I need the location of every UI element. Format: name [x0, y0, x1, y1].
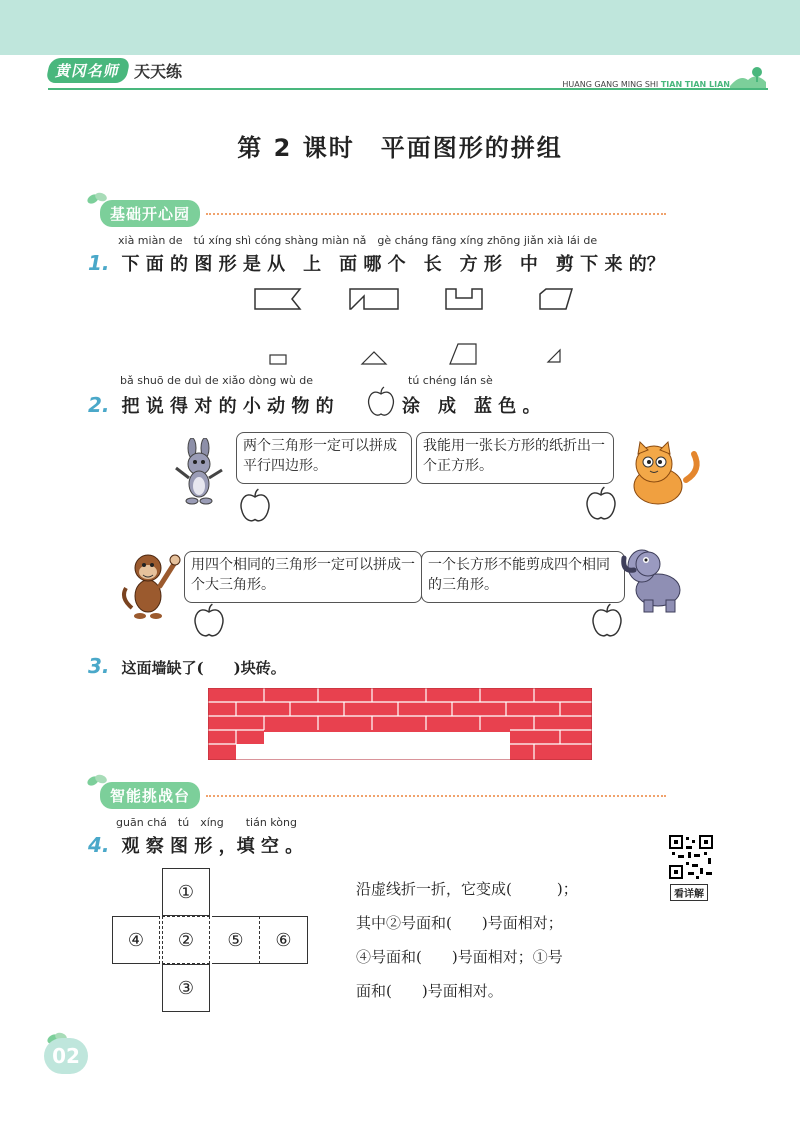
- apple-icon[interactable]: [584, 486, 618, 522]
- net-face-6: ⑥: [260, 916, 308, 964]
- q4-pinyin: guān chá tú xíng tián kòng: [116, 816, 297, 829]
- apple-icon: [366, 386, 396, 418]
- brick-wall: [208, 688, 592, 760]
- net-face-4: ④: [112, 916, 160, 964]
- cut-rect-3: [446, 289, 482, 309]
- speech-bubble-2: 我能用一张长方形的纸折出一个正方形。: [416, 432, 614, 484]
- q4-answer-lines: [356, 872, 656, 1008]
- header-english-right: TIAN TIAN LIAN: [660, 80, 730, 89]
- net-face-1: ①: [162, 868, 210, 916]
- net-face-2: ②: [162, 916, 210, 964]
- brand-badge: 黄冈名师: [45, 58, 130, 83]
- section-challenge-label: 智能挑战台: [100, 782, 200, 809]
- speech-bubble-1: 两个三角形一定可以拼成平行四边形。: [236, 432, 412, 484]
- section-dots: [206, 795, 666, 797]
- apple-icon[interactable]: [590, 603, 624, 639]
- q2-pinyin-b: tú chéng lán sè: [408, 374, 493, 387]
- q4-line: [88, 832, 303, 858]
- q1-text: 下 面 的 图 形 是 从 上 面 哪 个 长 方 形 中 剪 下 来 的？: [121, 254, 665, 275]
- header-brand: [48, 58, 182, 83]
- header-english: [562, 80, 730, 89]
- q4-line-1: 沿虚线折一折，它变成( )；: [356, 880, 578, 898]
- q1-pieces: [260, 340, 580, 370]
- q1-pinyin: xià miàn de tú xíng shì cóng shàng miàn nǎ gè cháng fāng xíng zhōng jiǎn xià lái de: [118, 234, 598, 247]
- q3-line: [88, 654, 286, 678]
- piece-trapezoid: [450, 344, 476, 364]
- q4-line-3: ④号面和( )号面相对；①号: [356, 948, 563, 966]
- qr-detail-label[interactable]: 看详解: [670, 884, 708, 901]
- q2-text-b: 涂 成 蓝 色 。: [402, 396, 541, 417]
- piece-triangle: [362, 352, 386, 364]
- cat-icon: [624, 440, 702, 506]
- series-title: 天天练: [134, 62, 183, 81]
- piece-rectangle: [270, 355, 286, 364]
- section-basic: [100, 200, 666, 227]
- q2-text-a: 把 说 得 对 的 小 动 物 的: [121, 396, 334, 417]
- q1-number: 1.: [88, 251, 110, 275]
- speech-bubble-4: 一个长方形不能剪成四个相同的三角形。: [421, 551, 625, 603]
- piece-right-triangle: [548, 350, 560, 362]
- q4-text: 观 察 图 形 ，填 空 。: [121, 836, 304, 857]
- top-color-band: [0, 0, 800, 55]
- q4-line-4: 面和( )号面相对。: [356, 982, 503, 1000]
- apple-icon[interactable]: [192, 603, 226, 639]
- cut-rect-4: [540, 289, 572, 309]
- page-number: 02: [44, 1038, 88, 1074]
- q2-pinyin-a: bǎ shuō de duì de xiǎo dòng wù de: [120, 374, 314, 387]
- section-dots: [206, 213, 666, 215]
- q4-number: 4.: [88, 833, 110, 857]
- q1-line: [88, 250, 665, 276]
- cut-rect-1: [255, 289, 300, 309]
- q1-cut-rectangles: [250, 286, 590, 316]
- net-face-3: ③: [162, 964, 210, 1012]
- cube-net: [112, 868, 312, 1018]
- rabbit-icon: [172, 438, 226, 506]
- cut-rect-2: [350, 289, 398, 309]
- net-face-5: ⑤: [212, 916, 260, 964]
- q2-number: 2.: [88, 393, 110, 417]
- q3-text: 这面墙缺了( )块砖。: [121, 659, 286, 677]
- qr-code-icon[interactable]: [668, 834, 714, 880]
- section-challenge: [100, 782, 666, 809]
- page-title: 第 2 课时 平面图形的拼组: [237, 134, 563, 162]
- tree-icon: [730, 66, 766, 88]
- monkey-icon: [118, 548, 182, 620]
- speech-bubble-3: 用四个相同的三角形一定可以拼成一个大三角形。: [184, 551, 422, 603]
- q3-number: 3.: [88, 654, 110, 678]
- elephant-icon: [620, 544, 688, 614]
- apple-icon[interactable]: [238, 488, 272, 524]
- header-english-left: HUANG GANG MING SHI: [562, 80, 659, 89]
- q4-line-2: 其中②号面和( )号面相对；: [356, 914, 563, 932]
- q2-line: [88, 392, 334, 418]
- section-basic-label: 基础开心园: [100, 200, 200, 227]
